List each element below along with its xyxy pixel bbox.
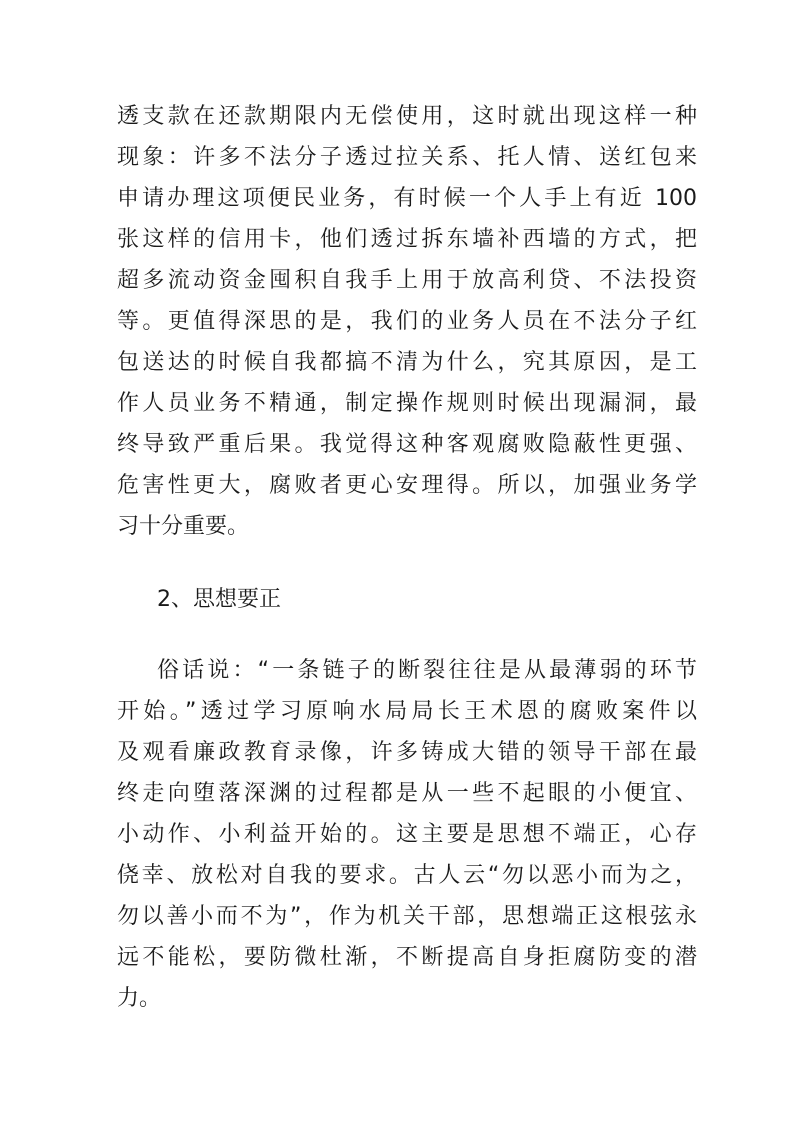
paragraph-line: 终导致严重后果。我觉得这种客观腐败隐蔽性更强、 [117, 432, 697, 457]
paragraph-line: 张这样的信用卡，他们透过拆东墙补西墙的方式，把 [117, 227, 697, 252]
paragraph-line: 超多流动资金囤积自我手上用于放高利贷、不法投资 [117, 268, 697, 293]
paragraph-line: 远不能松，要防微杜渐，不断提高自身拒腐防变的潜 [117, 945, 697, 970]
paragraph-line: 等。更值得深思的是，我们的业务人员在不法分子红 [117, 309, 697, 334]
paragraph-thought-correct [117, 650, 697, 1019]
paragraph-line: 侥幸、放松对自我的要求。古人云“勿以恶小而为之， [117, 863, 697, 888]
paragraph-line: 力。 [117, 986, 162, 1011]
paragraph-line: 作人员业务不精通，制定操作规则时候出现漏洞，最 [117, 391, 697, 416]
paragraph-line: 申请办理这项便民业务，有时候一个人手上有近 100 [117, 186, 697, 211]
section-heading-text: 2、思想要正 [157, 587, 281, 612]
paragraph-line: 包送达的时候自我都搞不清为什么，究其原因，是工 [117, 350, 697, 375]
paragraph-line: 勿以善小而不为”，作为机关干部，思想端正这根弦永 [117, 904, 697, 929]
paragraph-line: 小动作、小利益开始的。这主要是思想不端正，心存 [117, 822, 697, 847]
paragraph-line: 透支款在还款期限内无偿使用，这时就出现这样一种 [117, 104, 697, 129]
paragraph-line: 及观看廉政教育录像，许多铸成大错的领导干部在最 [117, 740, 697, 765]
paragraph-business-study [117, 96, 697, 547]
paragraph-line: 危害性更大，腐败者更心安理得。所以，加强业务学 [117, 473, 697, 498]
paragraph-line: 终走向堕落深渊的过程都是从一些不起眼的小便宜、 [117, 781, 697, 806]
paragraph-line: 开始。”透过学习原响水局局长王术恩的腐败案件以 [117, 699, 697, 724]
paragraph-line: 习十分重要。 [117, 514, 250, 539]
section-heading [117, 579, 697, 620]
paragraph-line: 俗话说：“一条链子的断裂往往是从最薄弱的环节 [157, 658, 697, 683]
paragraph-line: 现象：许多不法分子透过拉关系、托人情、送红包来 [117, 145, 697, 170]
